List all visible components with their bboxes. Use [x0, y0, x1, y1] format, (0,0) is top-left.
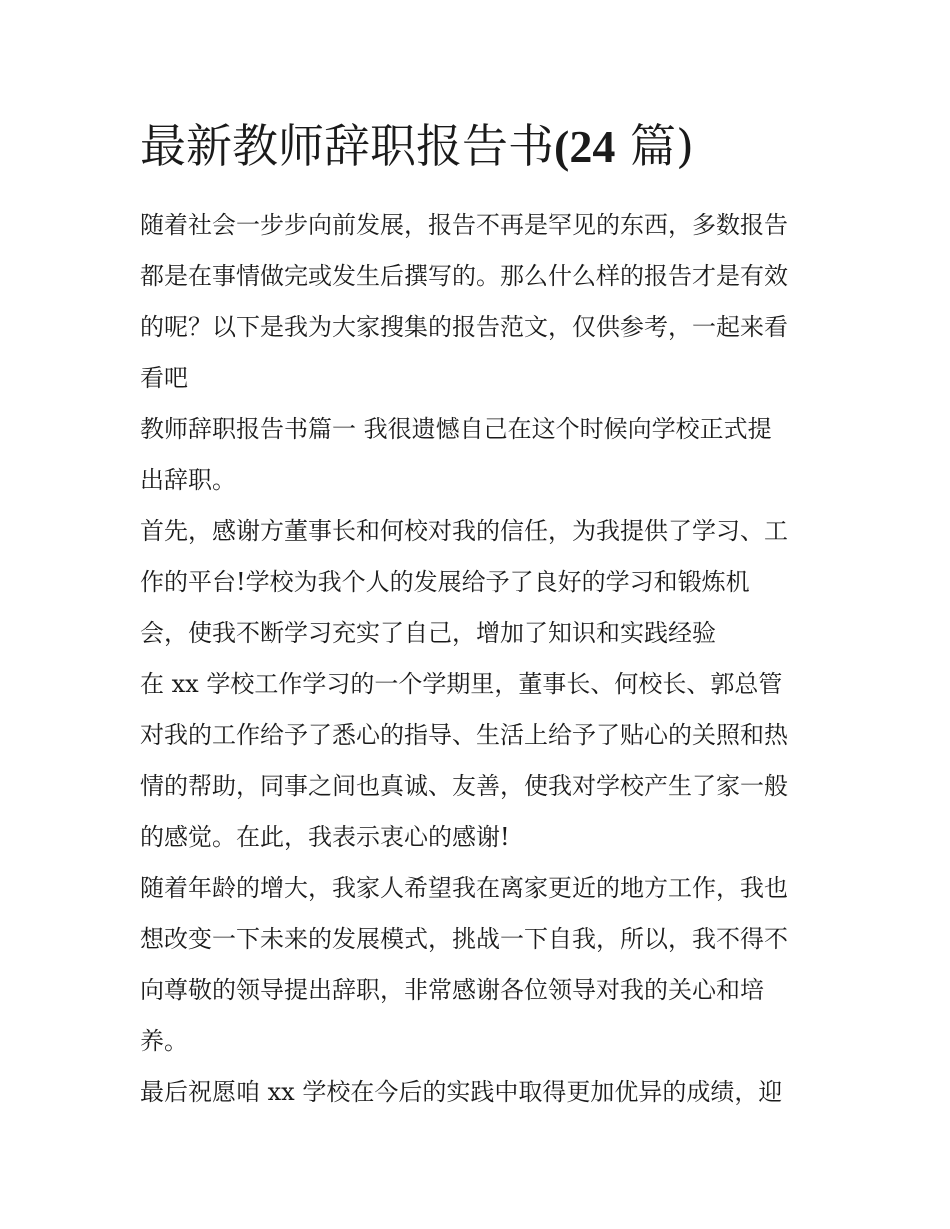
text-line: 教师辞职报告书篇一 我很遗憾自己在这个时候向学校正式提	[140, 415, 772, 443]
text-line: 的感觉。在此，我表示衷心的感谢!	[140, 823, 510, 851]
text-line: 作的平台!学校为我个人的发展给予了良好的学习和锻炼机	[140, 568, 750, 596]
text-line: 看吧	[140, 364, 188, 392]
text-line: 情的帮助，同事之间也真诚、友善，使我对学校产生了家一般	[140, 772, 788, 800]
text-line: 想改变一下未来的发展模式，挑战一下自我，所以，我不得不	[140, 925, 788, 953]
text-line: 养。	[140, 1027, 188, 1055]
text-line: 会，使我不断学习充实了自己，增加了知识和实践经验	[140, 619, 716, 647]
text-line: 随着年龄的增大，我家人希望我在离家更近的地方工作，我也	[140, 874, 788, 902]
text-line: 都是在事情做完或发生后撰写的。那么什么样的报告才是有效	[140, 262, 788, 290]
text-line: 的呢？以下是我为大家搜集的报告范文，仅供参考，一起来看	[140, 313, 788, 341]
text-line: 向尊敬的领导提出辞职，非常感谢各位领导对我的关心和培	[140, 976, 764, 1004]
title-count: (24	[554, 121, 616, 172]
title-suffix: 篇)	[615, 119, 694, 173]
document-body	[140, 200, 820, 1118]
text-line: 随着社会一步步向前发展，报告不再是罕见的东西，多数报告	[140, 211, 788, 239]
title-text: 最新教师辞职报告书	[140, 119, 554, 173]
text-line: 最后祝愿咱 xx 学校在今后的实践中取得更加优异的成绩，迎	[140, 1078, 783, 1106]
text-line: 出辞职。	[140, 466, 236, 494]
text-line: 在 xx 学校工作学习的一个学期里，董事长、何校长、郭总管	[140, 670, 783, 698]
page-title	[140, 116, 840, 177]
text-line: 首先，感谢方董事长和何校对我的信任，为我提供了学习、工	[140, 517, 788, 545]
text-line: 对我的工作给予了悉心的指导、生活上给予了贴心的关照和热	[140, 721, 788, 749]
